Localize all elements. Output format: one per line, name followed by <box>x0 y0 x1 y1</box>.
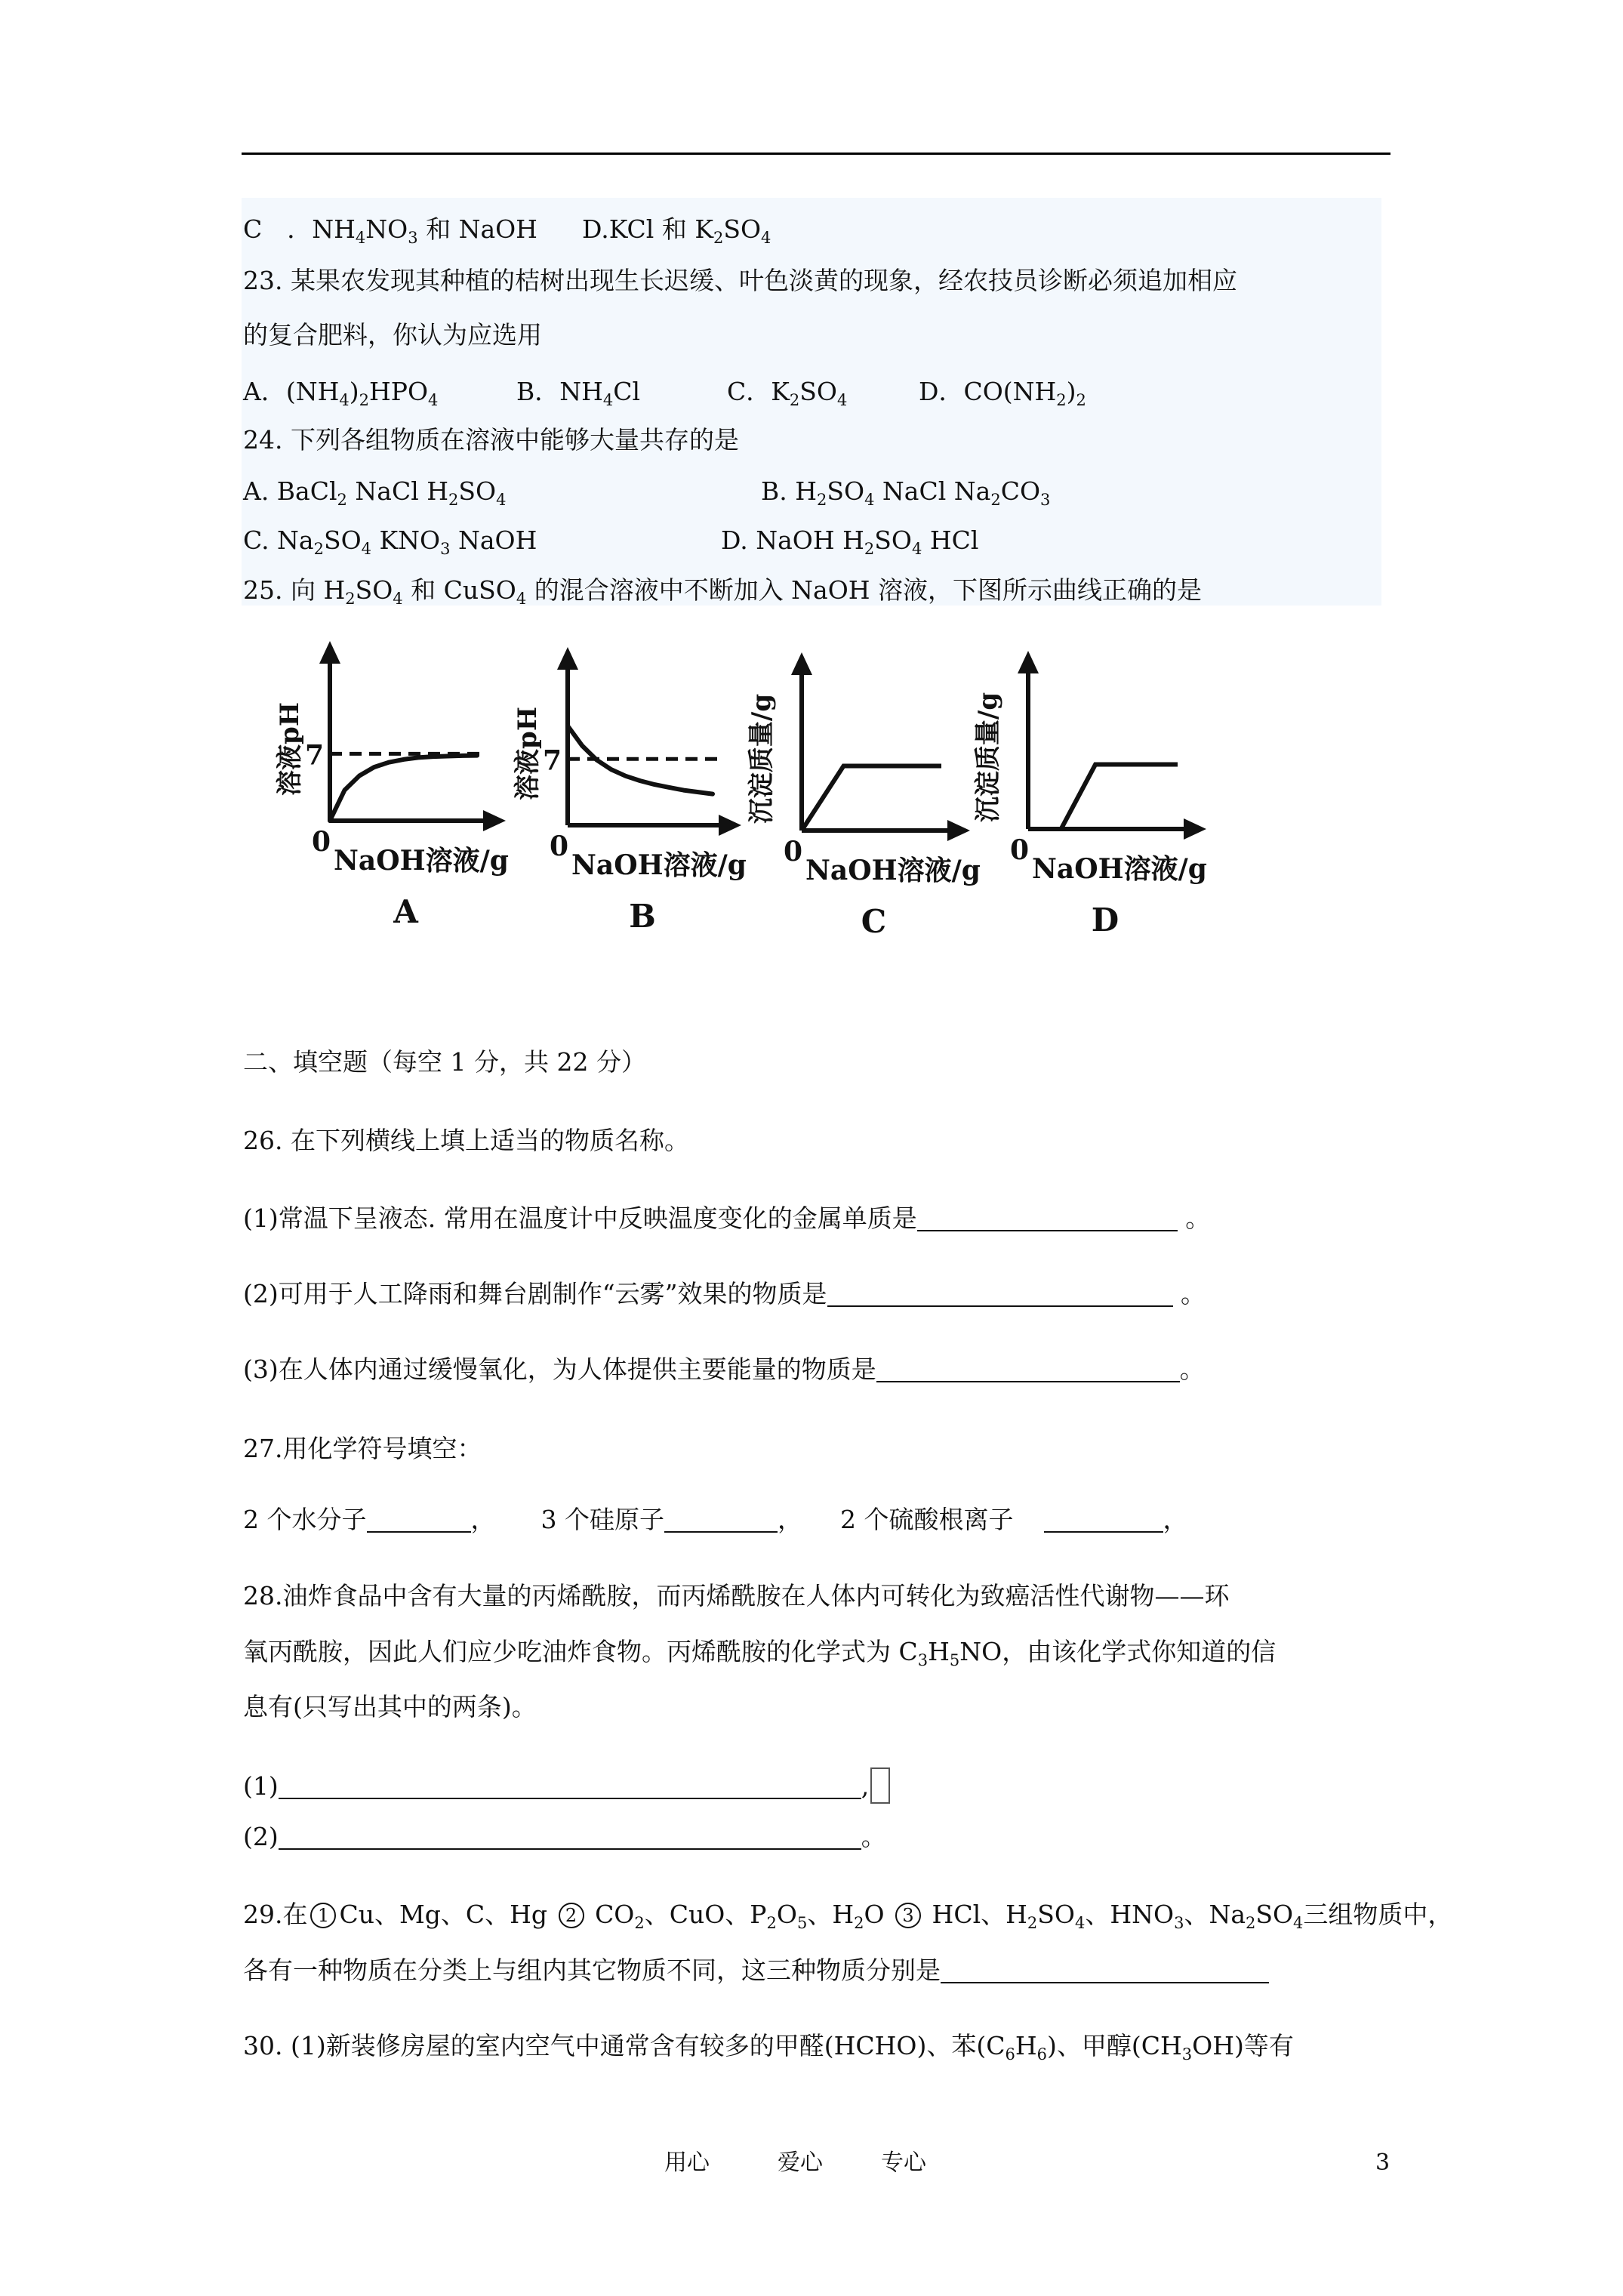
q28-answer-1 <box>243 1767 890 1802</box>
y-axis-arrow-icon <box>1018 651 1039 673</box>
q27-blank-2[interactable] <box>664 1505 778 1533</box>
y-axis-label: 沉淀质量/g <box>747 693 777 824</box>
q22-option-c: C ．$NH_4NO_3$ 和 NaOH <box>243 214 537 247</box>
graph-option-label: D <box>1091 901 1119 938</box>
q23-stem-line1: 23. 某果农发现其种植的桔树出现生长迟缓、叶色淡黄的现象，经农技员诊断必须追加相应 <box>243 266 1237 295</box>
q24-option-d: D. NaOH $H_2SO_4$ HCl <box>721 525 979 558</box>
origin-label: 0 <box>784 836 803 868</box>
q26-blank-2[interactable] <box>827 1280 1173 1307</box>
q28-answer-2 <box>243 1820 886 1854</box>
q29-group-1: Cu、Mg、C、Hg <box>339 1900 548 1929</box>
q25-stem: 25. 向 $H_2SO_4$ 和 CuSO$_4$ 的混合溶液中不断加入 NaOH 溶液，下图所示曲线正确的是 <box>243 575 1203 608</box>
q29-group-2: $CO_2$、CuO、$P_2O_5$、$H_2O$ <box>595 1900 885 1932</box>
q27-stem: 27.用化学符号填空： <box>243 1434 482 1463</box>
q26-stem: 26. 在下列横线上填上适当的物质名称。 <box>243 1126 689 1155</box>
q26-item-2-end: 。 <box>1172 1279 1206 1308</box>
x-axis-label: NaOH溶液/g <box>334 845 509 877</box>
x-axis-arrow-icon <box>1184 818 1206 840</box>
q27-item-2-end: ， <box>778 1505 802 1534</box>
q29-line2 <box>243 1953 1269 1988</box>
page-number: 3 <box>1375 2150 1390 2176</box>
circled-number-2: 2 <box>559 1903 584 1928</box>
q27-blank-1[interactable] <box>367 1505 471 1533</box>
q29-group-3: HCl、$H_2SO_4$、$HNO_3$、$Na_2SO_4$ <box>932 1900 1304 1932</box>
q24-option-c: C. $Na_2SO_4$ $KNO_3$ NaOH <box>243 525 537 558</box>
graph-option-label: A <box>393 893 418 930</box>
q24-option-b: B. $H_2SO_4$ NaCl $Na_2CO_3$ <box>761 476 1051 509</box>
q29-line2-text: 各有一种物质在分类上与组内其它物质不同，这三种物质分别是 <box>243 1955 941 1985</box>
graph-option-label: C <box>861 903 887 940</box>
q24-option-a: A. BaCl$_2$ NaCl $H_2SO_4$ <box>243 476 507 509</box>
q29-line1 <box>243 1897 1452 1932</box>
q28-blank-2[interactable] <box>279 1823 861 1850</box>
q27-item-1-end: ， <box>470 1505 496 1534</box>
q27-blank-3[interactable] <box>1044 1505 1163 1533</box>
q26-item-1-end: 。 <box>1177 1203 1211 1233</box>
footer-motto-3: 专心 <box>881 2150 926 2176</box>
q29-prefix: 29.在 <box>243 1900 308 1929</box>
y-axis-arrow-icon <box>319 641 340 664</box>
q27-item-3-text: 2 个硫酸根离子 <box>840 1505 1014 1534</box>
x-axis-arrow-icon <box>483 810 506 831</box>
y-axis-arrow-icon <box>557 647 578 670</box>
q29-suffix: 三组物质中， <box>1303 1900 1453 1929</box>
q28-answer-1-label: (1) <box>243 1771 279 1801</box>
circled-number-1: 1 <box>310 1903 336 1928</box>
y-axis-arrow-icon <box>791 652 812 675</box>
graph-c <box>747 652 981 940</box>
q27-items <box>243 1502 1188 1537</box>
graph-a <box>275 641 509 930</box>
q23-option-d: D．$CO(NH_2)_2$ <box>919 377 1086 409</box>
graph-b <box>513 647 747 935</box>
graph-d <box>973 651 1207 938</box>
x-axis-arrow-icon <box>719 815 741 836</box>
q28-answer-1-end: , <box>861 1771 870 1801</box>
q28-line3: 息有(只写出其中的两条)。 <box>243 1692 537 1721</box>
footer-motto-1: 用心 <box>664 2150 710 2176</box>
origin-label: 0 <box>1010 834 1030 866</box>
data-line <box>1028 765 1178 830</box>
placeholder-box-icon <box>870 1767 890 1804</box>
reference-line-label: 7 <box>542 744 562 777</box>
graph-option-label: B <box>629 898 656 935</box>
header-rule <box>242 153 1390 155</box>
section-title: 二、填空题（每空 1 分，共 22 分） <box>243 1047 646 1077</box>
q26-item-3-end: 。 <box>1179 1354 1205 1384</box>
q23-stem-line2: 的复合肥料，你认为应选用 <box>243 320 542 350</box>
q26-item-2 <box>243 1277 1206 1311</box>
q28-line1: 28.油炸食品中含有大量的丙烯酰胺，而丙烯酰胺在人体内可转化为致癌活性代谢物——环 <box>243 1581 1230 1610</box>
q24-stem: 24. 下列各组物质在溶液中能够大量共存的是 <box>243 425 739 455</box>
data-curve <box>330 756 477 821</box>
q27-item-2-text: 3 个硅原子 <box>540 1505 664 1534</box>
q26-blank-1[interactable] <box>917 1204 1178 1231</box>
q23-option-c: C．$K_2SO_4$ <box>727 377 848 409</box>
y-axis-label: 沉淀质量/g <box>973 692 1003 823</box>
q26-blank-3[interactable] <box>876 1355 1180 1382</box>
x-axis-label: NaOH溶液/g <box>571 849 747 881</box>
circled-number-3: 3 <box>895 1903 921 1928</box>
data-line <box>802 766 941 831</box>
q27-item-3-end: ， <box>1163 1505 1188 1534</box>
q26-item-1-text: (1)常温下呈液态. 常用在温度计中反映温度变化的金属单质是 <box>243 1203 917 1233</box>
origin-label: 0 <box>550 831 569 862</box>
q28-answer-2-label: (2) <box>243 1822 279 1851</box>
q29-blank[interactable] <box>941 1956 1269 1983</box>
q26-item-3-text: (3)在人体内通过缓慢氧化，为人体提供主要能量的物质是 <box>243 1354 876 1384</box>
x-axis-label: NaOH溶液/g <box>805 855 981 886</box>
q26-item-2-text: (2)可用于人工降雨和舞台剧制作“云雾”效果的物质是 <box>243 1279 827 1308</box>
reference-line-label: 7 <box>304 739 324 772</box>
footer-motto-2: 爱心 <box>778 2150 823 2176</box>
q23-option-a: A．$(NH_4)_2HPO_4$ <box>243 377 439 409</box>
q27-item-1-text: 2 个水分子 <box>243 1505 367 1534</box>
q26-item-1 <box>243 1201 1210 1236</box>
q22-option-d: D.KCl 和 $K_2SO_4$ <box>582 214 771 247</box>
q26-item-3 <box>243 1352 1205 1387</box>
q28-blank-1[interactable] <box>279 1772 861 1799</box>
q23-option-b: B．$NH_4Cl$ <box>516 377 641 409</box>
q25-graphs <box>249 619 1230 951</box>
x-axis-label: NaOH溶液/g <box>1032 853 1207 885</box>
y-axis-label: 溶液pH <box>275 702 305 796</box>
q28-answer-2-end: 。 <box>861 1822 886 1851</box>
y-axis-label: 溶液pH <box>513 707 543 800</box>
origin-label: 0 <box>312 826 331 858</box>
q30-line1: 30. (1)新装修房屋的室内空气中通常含有较多的甲醛(HCHO)、苯$(C_6H_6)$、甲醇$(CH_3OH)$等有 <box>243 2031 1294 2063</box>
q28-line2: 氧丙酰胺，因此人们应少吃油炸食物。丙烯酰胺的化学式为 $C_3H_5NO$，由该化学式你知道的信 <box>243 1637 1277 1669</box>
x-axis-arrow-icon <box>947 820 970 841</box>
q25-graphs-svg <box>249 619 1230 951</box>
